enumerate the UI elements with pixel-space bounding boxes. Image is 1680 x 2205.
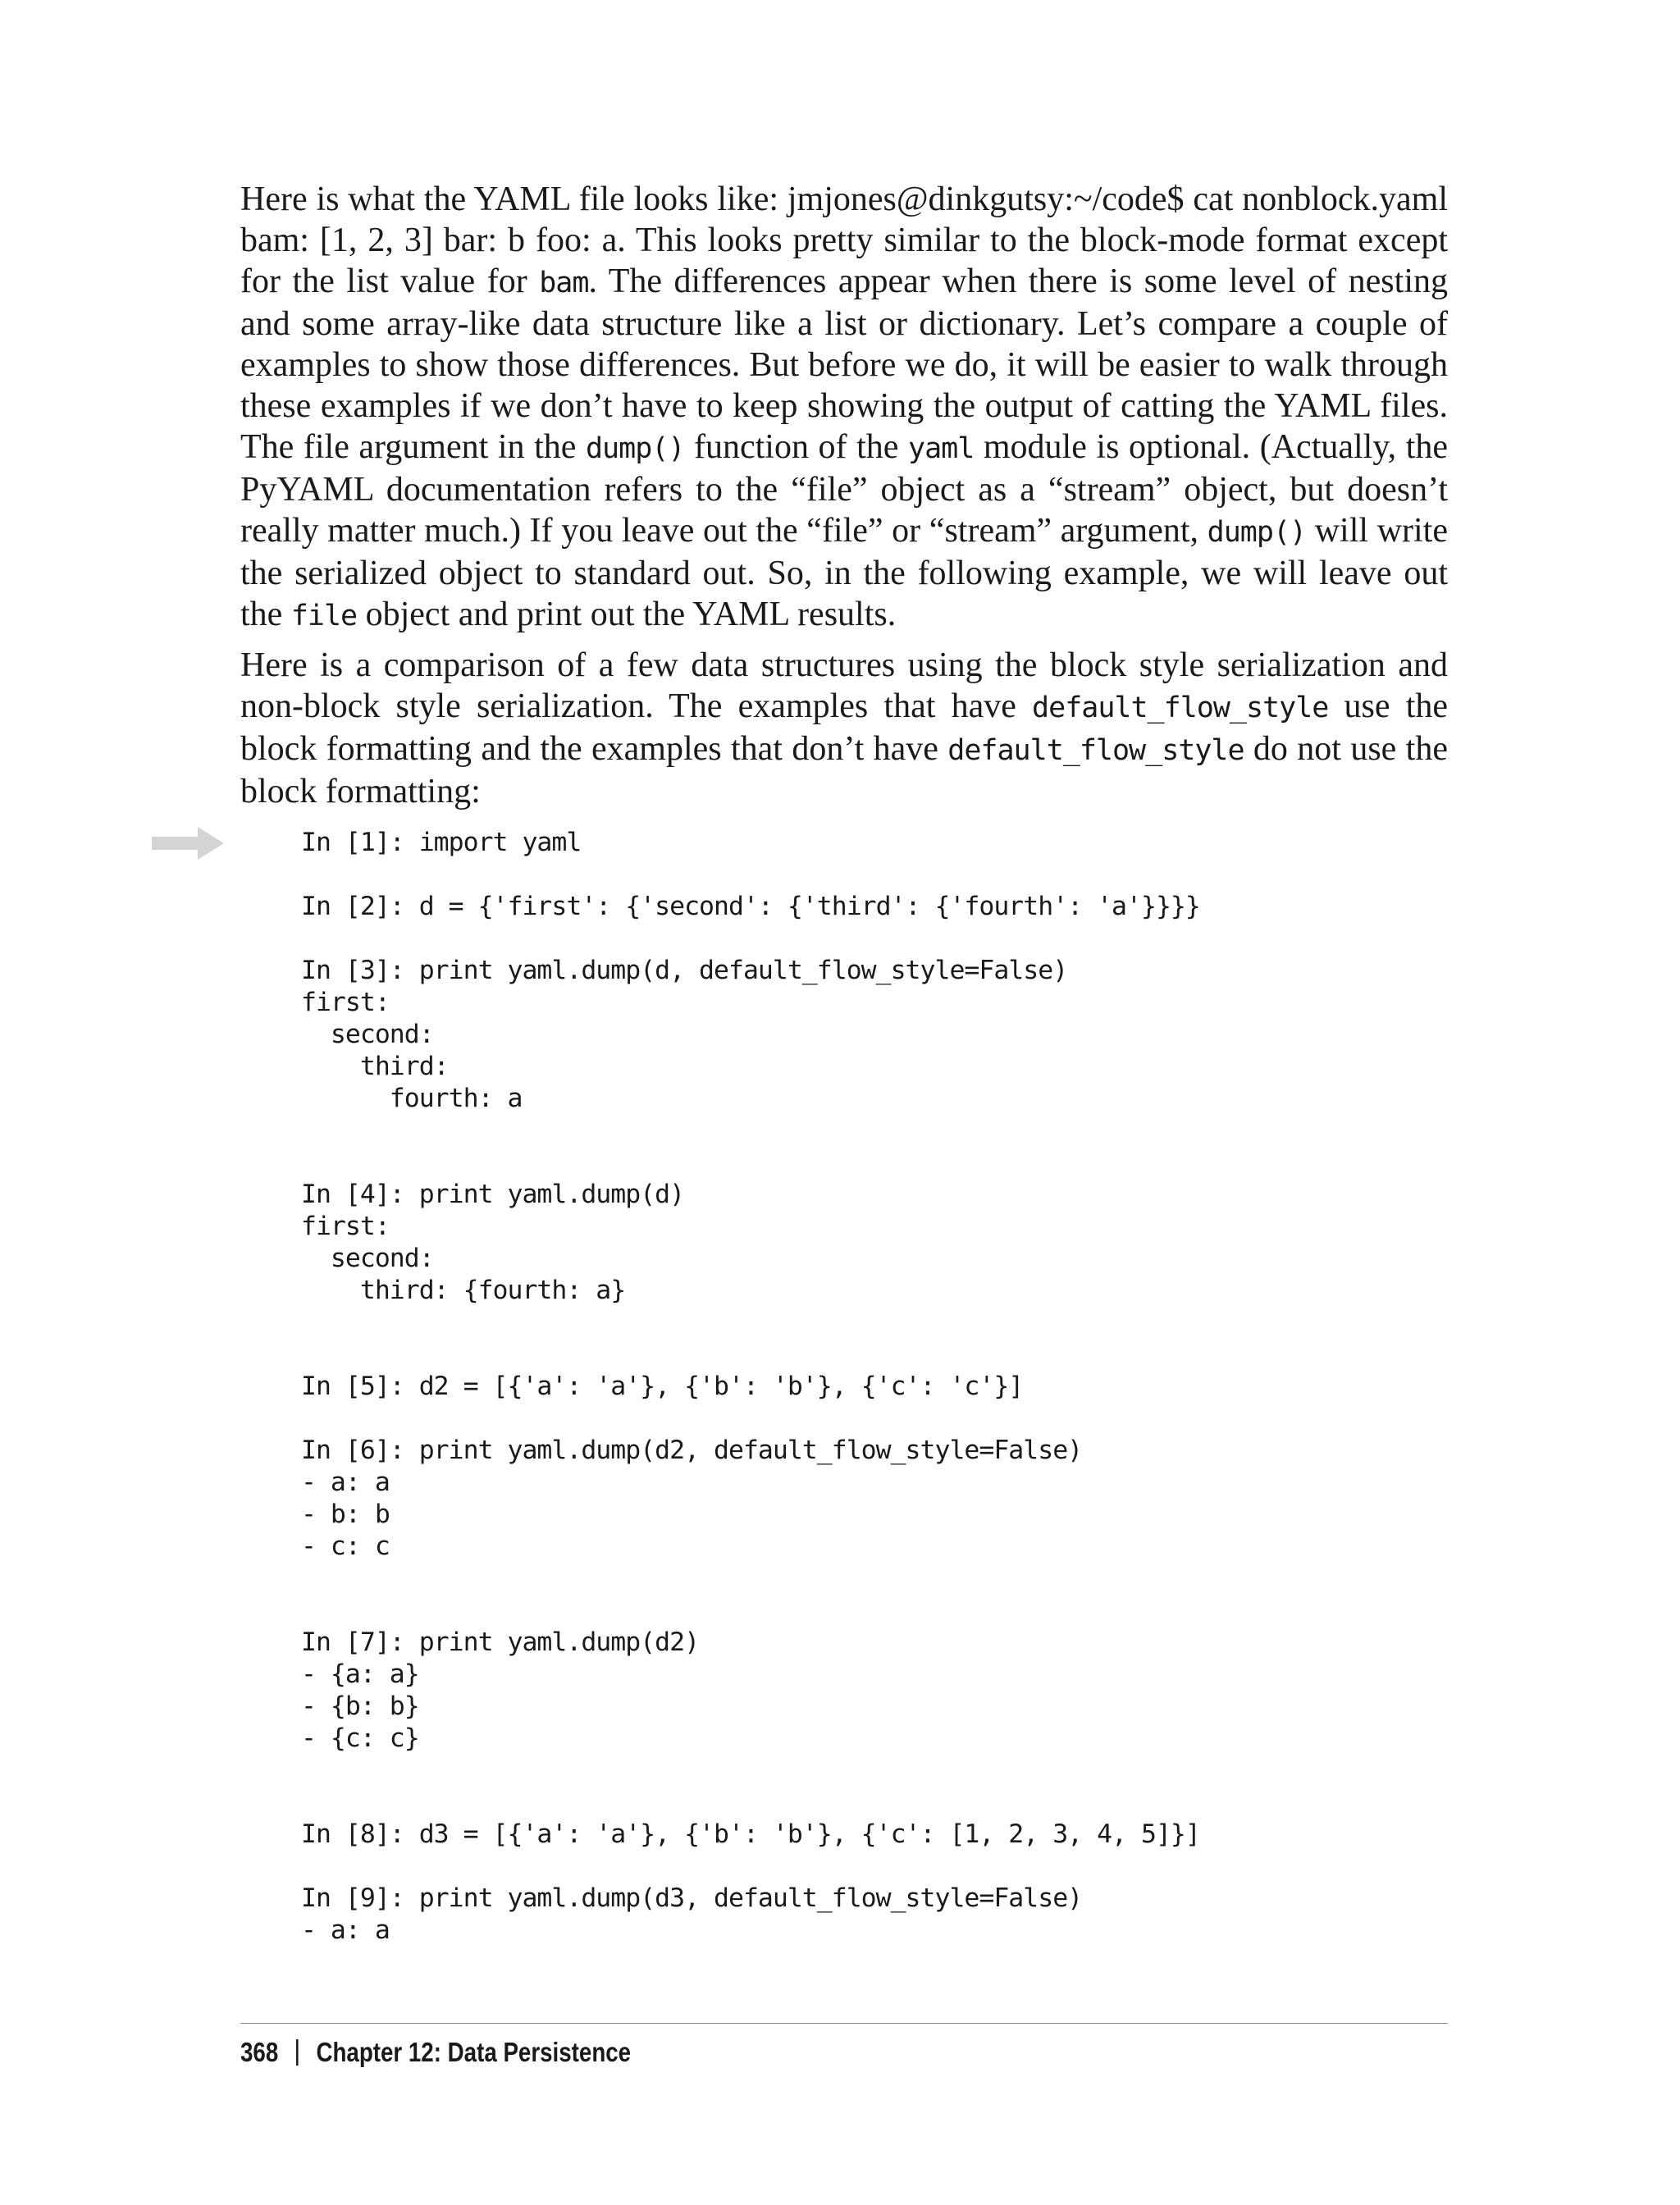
code-line: [301, 1563, 1449, 1595]
inline-code-default-flow-style-2: default_flow_style: [947, 734, 1244, 767]
paragraph-yaml-intro: Here is what the YAML file looks like: jmjones@dinkgutsy:~/code$ cat nonblock.yaml bam: [1, 2, 3] bar: b foo: a. This looks pretty similar to the block-mode format except for the list value for bam. The differences appear when there is some level of nesting and some array-like data structure like a list or dictionary. Let’s compare a couple of examples to show those differences. But before we do, it will be easier to walk through these examples if we don’t have to keep showing the output of catting the YAML files. The file argument in the dump() function of the yaml module is optional. (Actually, the PyYAML documentation refers to the “file” object as a “stream” object, but doesn’t really matter much.) If you leave out the “file” or “stream” argument, dump() will write the serialized object to standard out. So, in the following example, we will leave out the file object and print out the YAML results.: [240, 180, 1449, 633]
code-line: [301, 1595, 1449, 1627]
inline-code-file: file: [290, 600, 358, 632]
code-line: third: {fourth: a}: [301, 1276, 626, 1305]
code-line: fourth: a: [301, 1084, 523, 1113]
code-line: In [9]: print yaml.dump(d3, default_flow_style=False): [301, 1883, 1083, 1913]
code-line: [301, 1787, 1449, 1819]
code-line: In [8]: d3 = [{'a': 'a'}, {'b': 'b'}, {'c': [1, 2, 3, 4, 5]}]: [301, 1819, 1200, 1849]
code-line: [301, 1403, 1449, 1435]
paragraph-comparison: Here is a comparison of a few data structures using the block style serialization and non-block style serialization. The examples that have default_flow_style use the block formatting and the examples that don’t have default_flow_style do not use the block formatting:: [240, 646, 1449, 810]
code-line: - a: a: [301, 1915, 390, 1945]
code-line: - {b: b}: [301, 1691, 419, 1721]
code-line: [301, 1851, 1449, 1883]
inline-code-yaml: yaml: [908, 432, 975, 465]
code-line: In [6]: print yaml.dump(d2, default_flow_style=False): [301, 1436, 1083, 1465]
code-line: [301, 859, 1449, 891]
code-line: In [5]: d2 = [{'a': 'a'}, {'b': 'b'}, {'c': 'c'}]: [301, 1372, 1024, 1401]
inline-code-dump-2: dump(): [1207, 516, 1307, 549]
inline-code-default-flow-style: default_flow_style: [1032, 692, 1329, 724]
inline-code-dump: dump(): [585, 432, 685, 465]
code-line: - {a: a}: [301, 1659, 419, 1689]
code-line: first:: [301, 1212, 390, 1241]
code-line: - b: b: [301, 1500, 390, 1529]
page-footer: [240, 2036, 631, 2069]
code-line: second:: [301, 1020, 434, 1049]
right-arrow-icon: [152, 827, 224, 860]
code-line: In [4]: print yaml.dump(d): [301, 1180, 685, 1209]
page-number: 368: [240, 2037, 279, 2067]
code-line: In [1]: import yaml: [301, 828, 582, 857]
code-line: [301, 1755, 1449, 1787]
chapter-title: Chapter 12: Data Persistence: [316, 2037, 632, 2067]
code-line: - {c: c}: [301, 1723, 419, 1753]
code-example: [301, 827, 1449, 1947]
code-line: In [7]: print yaml.dump(d2): [301, 1628, 700, 1657]
code-line: [301, 1147, 1449, 1179]
footer-divider: [240, 2023, 1448, 2024]
code-line: - a: a: [301, 1468, 390, 1497]
footer-separator: [296, 2039, 299, 2066]
code-line: [301, 1339, 1449, 1371]
inline-code-bam: bam: [539, 267, 589, 299]
code-line: first:: [301, 988, 390, 1017]
code-line: [301, 1307, 1449, 1339]
code-line: In [3]: print yaml.dump(d, default_flow_style=False): [301, 956, 1068, 985]
code-line: In [2]: d = {'first': {'second': {'third': {'fourth': 'a'}}}}: [301, 892, 1200, 921]
code-line: third:: [301, 1052, 449, 1081]
code-line: [301, 923, 1449, 955]
code-line: second:: [301, 1244, 434, 1273]
code-line: - c: c: [301, 1532, 390, 1561]
code-line: [301, 1115, 1449, 1147]
